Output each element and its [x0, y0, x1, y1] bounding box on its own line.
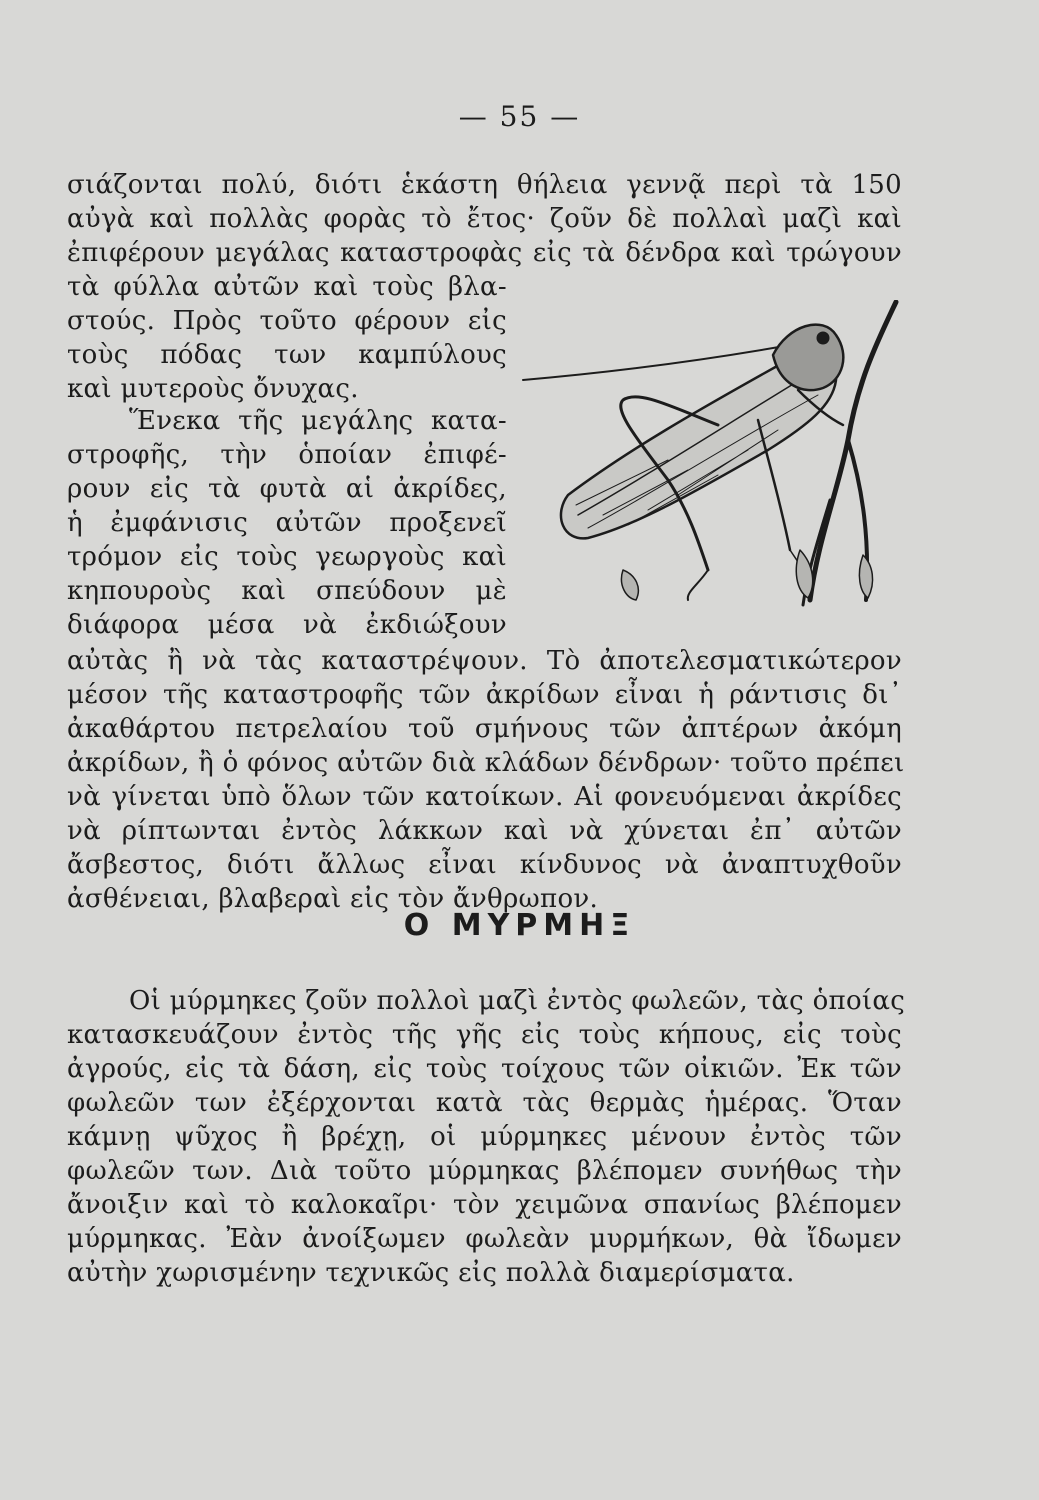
text-line: νὰ γίνεται ὑπὸ ὅλων τῶν κατοίκων. Αἱ φονευόμεναι ἀκρίδες: [67, 782, 902, 812]
text-line: κατασκευάζουν ἐντὸς τῆς γῆς εἰς τοὺς κήπους, εἰς τοὺς: [67, 1020, 902, 1050]
text-line: ἡ ἐμφάνισις αὐτῶν προξενεῖ: [67, 508, 507, 538]
text-line: ἀκαθάρτου πετρελαίου τοῦ σμήνους τῶν ἀπτέρων ἀκόμη: [67, 714, 902, 744]
text-line: στροφῆς, τὴν ὁποίαν ἐπιφέ-: [67, 440, 507, 470]
text-line: καὶ μυτεροὺς ὄνυχας.: [67, 374, 359, 404]
text-line: κηπουροὺς καὶ σπεύδουν μὲ: [67, 576, 507, 606]
text-line: φωλεῶν των. Διὰ τοῦτο μύρμηκας βλέπομεν συνήθως τὴν: [67, 1156, 902, 1186]
text-line: τρόμον εἰς τοὺς γεωργοὺς καὶ: [67, 542, 507, 572]
text-line: ἄσβεστος, διότι ἄλλως εἶναι κίνδυνος νὰ ἀναπτυχθοῦν: [67, 850, 902, 880]
text-line: φωλεῶν των ἐξέρχονται κατὰ τὰς θερμὰς ἡμέρας. Ὅταν: [67, 1088, 902, 1118]
text-line: μύρμηκας. Ἐὰν ἀνοίξωμεν φωλεὰν μυρμήκων, θὰ ἴδωμεν: [67, 1224, 902, 1254]
text-line: Ἕνεκα τῆς μεγάλης κατα-: [129, 406, 507, 436]
text-line: μέσον τῆς καταστροφῆς τῶν ἀκρίδων εἶναι ἡ ράντισις δι᾽: [67, 680, 902, 710]
text-line: κάμνῃ ψῦχος ἢ βρέχῃ, οἱ μύρμηκες μένουν ἐντὸς τῶν: [67, 1122, 902, 1152]
text-line: ἄνοιξιν καὶ τὸ καλοκαῖρι· τὸν χειμῶνα σπανίως βλέπομεν: [67, 1190, 902, 1220]
text-line: νὰ ρίπτωνται ἐντὸς λάκκων καὶ νὰ χύνεται ἐπ᾽ αὐτῶν: [67, 816, 902, 846]
text-line: σιάζονται πολύ, διότι ἑκάστη θήλεια γεννᾷ περὶ τὰ 150: [67, 170, 902, 200]
grasshopper-illustration-icon: [518, 300, 908, 620]
text-line: ρουν εἰς τὰ φυτὰ αἱ ἀκρίδες,: [67, 474, 507, 504]
text-line: ἐπιφέρουν μεγάλας καταστροφὰς εἰς τὰ δένδρα καὶ τρώγουν: [67, 238, 902, 268]
text-line: αὐγὰ καὶ πολλὰς φορὰς τὸ ἔτος· ζοῦν δὲ πολλαὶ μαζὶ καὶ: [67, 204, 902, 234]
page-number: — 55 —: [458, 100, 581, 133]
text-line: στούς. Πρὸς τοῦτο φέρουν εἰς: [67, 306, 507, 336]
text-line: ἀκρίδων, ἢ ὁ φόνος αὐτῶν διὰ κλάδων δένδρων· τοῦτο πρέπει: [67, 748, 905, 778]
text-line: ἀγρούς, εἰς τὰ δάση, εἰς τοὺς τοίχους τῶν οἰκιῶν. Ἐκ τῶν: [67, 1054, 902, 1084]
text-line: ἀσθένειαι, βλαβεραὶ εἰς τὸν ἄνθρωπον.: [67, 884, 599, 914]
text-line: Οἱ μύρμηκες ζοῦν πολλοὶ μαζὶ ἐντὸς φωλεῶν, τὰς ὁποίας: [129, 986, 906, 1016]
text-line: αὐτὴν χωρισμένην τεχνικῶς εἰς πολλὰ διαμερίσματα.: [67, 1258, 795, 1288]
text-line: τὰ φύλλα αὐτῶν καὶ τοὺς βλα-: [67, 272, 507, 302]
section-heading: Ο ΜΥΡΜΗΞ: [403, 908, 636, 943]
text-line: αὐτὰς ἢ νὰ τὰς καταστρέψουν. Τὸ ἀποτελεσματικώτερον: [67, 646, 902, 676]
text-line: διάφορα μέσα νὰ ἐκδιώξουν: [67, 610, 507, 640]
text-line: τοὺς πόδας των καμπύλους: [67, 340, 507, 370]
